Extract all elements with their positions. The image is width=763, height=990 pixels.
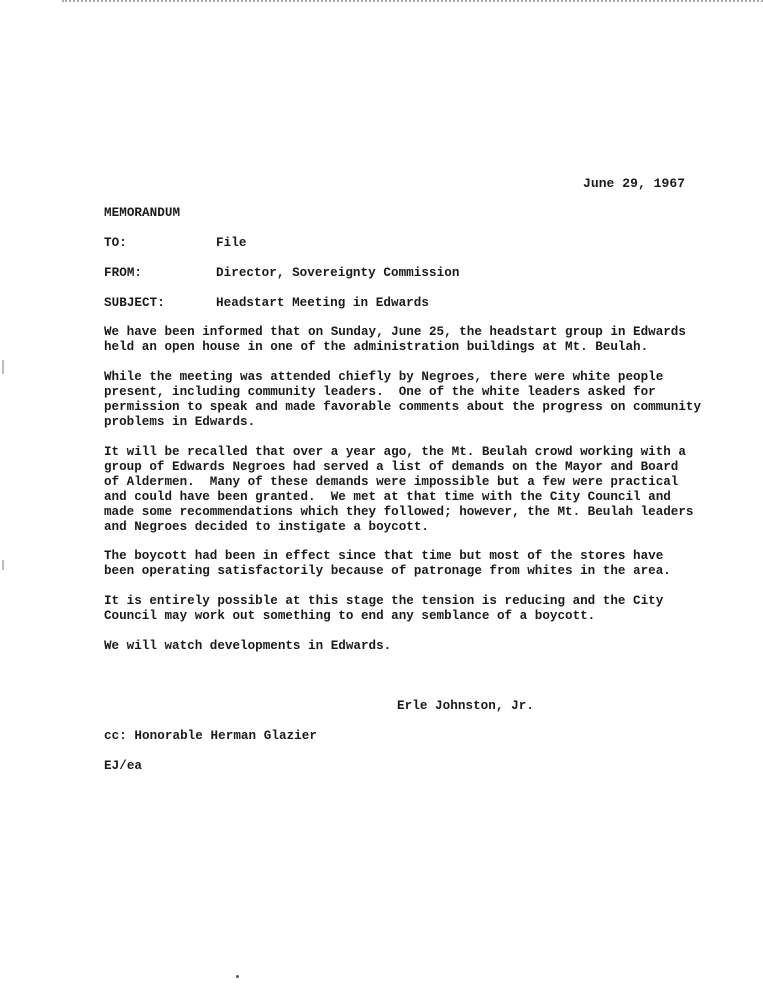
- subject-label: SUBJECT:: [104, 296, 165, 310]
- body-paragraph: It will be recalled that over a year ago, the Mt. Beulah crowd working with a group of Edwards Negroes had served a list of demands on the Mayor and Board of Aldermen. Many of these demands were impossible but a few were practical and could have been granted. We met at that time with the City Council and made some recommendations which they followed; however, the Mt. Beulah leaders and Negroes decided to instigate a boycott.: [104, 445, 694, 534]
- scan-margin-mark: [2, 560, 4, 570]
- body-paragraph: The boycott had been in effect since that time but most of the stores have been operating satisfactorily because of patronage from whites in the area.: [104, 549, 671, 578]
- signature: Erle Johnston, Jr.: [397, 699, 534, 713]
- subject-value: Headstart Meeting in Edwards: [216, 296, 430, 310]
- cc-line: cc: Honorable Herman Glazier: [104, 729, 318, 743]
- memo-date: June 29, 1967: [583, 176, 686, 191]
- body-paragraph: We have been informed that on Sunday, June 25, the headstart group in Edwards held an open house in one of the administration buildings at Mt. Beulah.: [104, 325, 686, 354]
- scan-margin-mark: [2, 360, 4, 374]
- to-label: TO:: [104, 236, 127, 250]
- from-label: FROM:: [104, 266, 143, 280]
- to-value: File: [216, 236, 247, 250]
- memo-heading: MEMORANDUM: [104, 206, 181, 220]
- scan-top-edge: [62, 0, 763, 7]
- typist-initials: EJ/ea: [104, 759, 143, 773]
- body-paragraph: While the meeting was attended chiefly by Negroes, there were white people present, including community leaders. One of the white leaders asked for permission to speak and made favorable comments about the progress on community problems in Edwards.: [104, 370, 702, 429]
- scan-speck: [236, 975, 239, 978]
- from-value: Director, Sovereignty Commission: [216, 266, 460, 280]
- body-paragraph: It is entirely possible at this stage the tension is reducing and the City Council may work out something to end any semblance of a boycott.: [104, 594, 664, 623]
- body-paragraph: We will watch developments in Edwards.: [104, 639, 392, 653]
